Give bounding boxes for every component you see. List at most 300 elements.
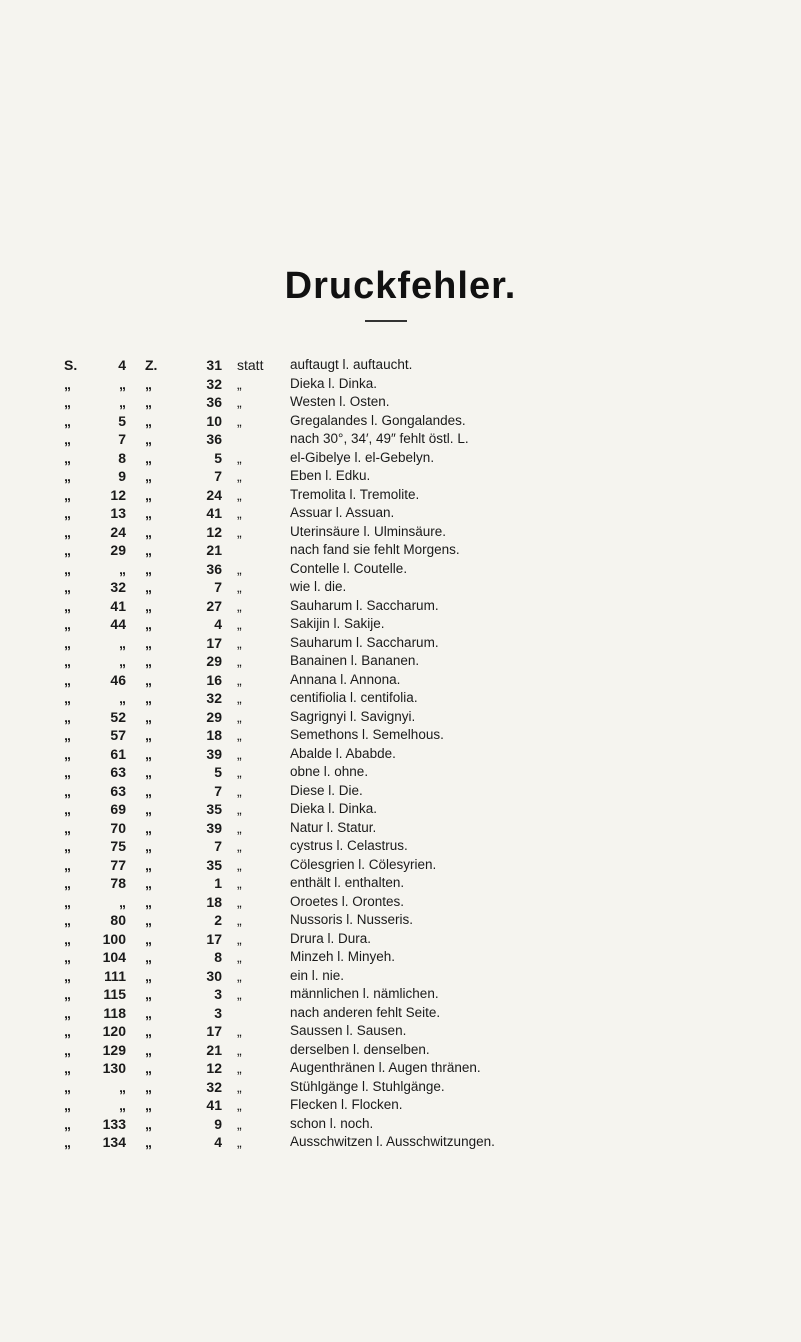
- correction-text: Cölesgrien l. Cölesyrien.: [290, 856, 437, 872]
- page-label: „: [64, 875, 71, 891]
- line-label: „: [145, 727, 152, 743]
- errata-row: [0, 782, 801, 801]
- line-number: 17: [206, 930, 222, 947]
- line-number: 36: [206, 431, 222, 447]
- line-label: „: [145, 930, 152, 947]
- correction-text: Semethons l. Semelhous.: [290, 727, 444, 742]
- line-label: „: [145, 375, 152, 392]
- page-label: „: [64, 579, 71, 595]
- line-number: 32: [206, 690, 222, 706]
- page-label: „: [64, 1060, 71, 1076]
- errata-row: [0, 726, 801, 745]
- page-number: 46: [110, 671, 126, 688]
- page-label: „: [64, 616, 71, 632]
- errata-row: [0, 356, 801, 375]
- page-label: „: [64, 690, 71, 706]
- line-label: „: [145, 819, 152, 836]
- page-label: „: [64, 542, 71, 558]
- correction-text: Sauharum l. Saccharum.: [290, 634, 439, 650]
- correction-text: Natur l. Statur.: [290, 819, 377, 835]
- statt-label: „: [237, 690, 242, 706]
- statt-label: „: [237, 819, 242, 836]
- correction-text: cystrus l. Celastrus.: [290, 838, 408, 853]
- correction-text: el-Gibelye l. el-Gebelyn.: [290, 449, 435, 465]
- line-number: 3: [214, 986, 222, 1002]
- line-number: 35: [206, 801, 222, 817]
- line-number: 21: [206, 1041, 222, 1058]
- page-number: 133: [102, 1115, 126, 1132]
- correction-text: männlichen l. nämlichen.: [290, 986, 439, 1001]
- line-label: „: [145, 1023, 152, 1039]
- correction-text: Drura l. Dura.: [290, 930, 372, 946]
- line-label: „: [145, 801, 152, 817]
- line-label: „: [145, 1115, 152, 1132]
- correction-text: Uterinsäure l. Ulminsäure.: [290, 523, 447, 539]
- line-number: 17: [206, 634, 222, 651]
- line-number: 24: [206, 486, 222, 503]
- line-label: „: [145, 671, 152, 688]
- line-number: 35: [206, 856, 222, 873]
- line-number: 27: [206, 597, 222, 614]
- statt-label: „: [237, 394, 242, 410]
- page-title: Druckfehler.: [284, 265, 517, 307]
- page-number: 77: [110, 856, 126, 873]
- page-label: „: [64, 505, 71, 521]
- line-label: „: [145, 690, 152, 706]
- errata-row: [0, 578, 801, 597]
- correction-text: ein l. nie.: [290, 967, 345, 983]
- page-number: 115: [103, 986, 126, 1002]
- line-label: „: [145, 468, 152, 484]
- line-number: 7: [214, 782, 222, 799]
- correction-text: Assuar l. Assuan.: [290, 505, 395, 520]
- page-number: 32: [110, 579, 126, 595]
- line-number: 4: [214, 1134, 222, 1150]
- correction-text: nach fand sie fehlt Morgens.: [290, 542, 460, 557]
- page-number: 118: [103, 1004, 126, 1021]
- page-number: 78: [110, 875, 126, 891]
- statt-label: „: [237, 893, 242, 910]
- errata-row: [0, 375, 801, 394]
- page-label: „: [64, 412, 71, 429]
- errata-row: [0, 1041, 801, 1060]
- errata-row: [0, 874, 801, 893]
- line-label: „: [145, 394, 152, 410]
- line-label: „: [145, 523, 152, 540]
- line-number: 16: [206, 671, 222, 688]
- correction-text: Minzeh l. Minyeh.: [290, 949, 396, 964]
- line-label: „: [145, 1041, 152, 1058]
- page-number: 12: [110, 486, 126, 503]
- correction-text: auftaugt l. auftaucht.: [290, 357, 413, 372]
- statt-label: „: [237, 875, 242, 891]
- correction-text: Annana l. Annona.: [290, 671, 401, 687]
- correction-text: Tremolita l. Tremolite.: [290, 486, 420, 502]
- errata-row: [0, 930, 801, 949]
- statt-label: „: [237, 912, 242, 928]
- correction-text: Oroetes l. Orontes.: [290, 893, 405, 909]
- correction-text: Banainen l. Bananen.: [290, 653, 420, 668]
- errata-row: [0, 745, 801, 764]
- statt-label: „: [237, 375, 242, 392]
- correction-text: Dieka l. Dinka.: [290, 375, 378, 391]
- statt-label: „: [237, 523, 242, 540]
- errata-row: [0, 671, 801, 690]
- errata-row: [0, 800, 801, 819]
- page-label: „: [64, 708, 71, 725]
- page-number: „: [119, 560, 126, 577]
- line-number: 7: [214, 468, 222, 484]
- correction-text: Eben l. Edku.: [290, 468, 371, 483]
- page-label: „: [64, 1041, 71, 1058]
- line-label: „: [145, 505, 152, 521]
- page-label: „: [64, 1134, 71, 1150]
- page-label: „: [64, 1097, 71, 1113]
- line-label: „: [145, 949, 152, 965]
- page-number: 41: [110, 597, 126, 614]
- page-label: „: [64, 671, 71, 688]
- page-number: 8: [118, 449, 126, 466]
- errata-row: [0, 911, 801, 930]
- page-label: „: [64, 727, 71, 743]
- errata-row: [0, 1059, 801, 1078]
- page-number: „: [119, 394, 126, 410]
- line-number: 1: [214, 875, 222, 891]
- page-number: 4: [118, 357, 126, 373]
- statt-label: „: [237, 634, 242, 651]
- page-label: „: [64, 560, 71, 577]
- errata-row: [0, 763, 801, 782]
- statt-label: „: [237, 782, 242, 799]
- correction-text: Sauharum l. Saccharum.: [290, 597, 439, 613]
- line-label: „: [145, 875, 152, 891]
- correction-text: Diese l. Die.: [290, 782, 363, 798]
- page-label: „: [64, 912, 71, 928]
- line-number: 18: [206, 727, 222, 743]
- page-number: „: [119, 690, 126, 706]
- page-number: „: [119, 634, 126, 651]
- correction-text: Sakijin l. Sakije.: [290, 616, 385, 631]
- correction-text: Westen l. Osten.: [290, 394, 390, 409]
- page-label: „: [64, 1115, 71, 1132]
- page-number: „: [119, 893, 126, 910]
- page-number: 5: [118, 412, 126, 429]
- statt-label: „: [237, 801, 242, 817]
- page-label: „: [64, 394, 71, 410]
- page-label: „: [64, 1004, 71, 1021]
- errata-row: [0, 634, 801, 653]
- statt-label: „: [237, 560, 242, 577]
- page-label: „: [64, 375, 71, 392]
- line-label: „: [145, 1097, 152, 1113]
- line-label: „: [145, 1060, 152, 1076]
- page-label: „: [64, 634, 71, 651]
- correction-text: Stühlgänge l. Stuhlgänge.: [290, 1078, 445, 1094]
- correction-text: centifiolia l. centifolia.: [290, 690, 418, 705]
- page-number: „: [119, 1097, 126, 1113]
- statt-label: „: [237, 708, 242, 725]
- line-label: „: [145, 782, 152, 799]
- statt-label: „: [237, 486, 242, 503]
- line-number: 8: [214, 949, 222, 965]
- line-number: 36: [206, 394, 222, 410]
- title-rule: [365, 320, 407, 322]
- line-number: 39: [206, 745, 222, 762]
- errata-row: [0, 393, 801, 412]
- line-label: „: [145, 634, 152, 651]
- statt-label: „: [237, 856, 242, 873]
- correction-text: schon l. noch.: [290, 1115, 374, 1131]
- errata-row: [0, 615, 801, 634]
- line-label: „: [145, 616, 152, 632]
- correction-text: enthält l. enthalten.: [290, 875, 405, 890]
- page-number: 70: [110, 819, 126, 836]
- statt-label: „: [237, 505, 242, 521]
- line-label: „: [145, 412, 152, 429]
- line-number: 17: [206, 1023, 222, 1039]
- line-number: 32: [206, 375, 222, 392]
- page-number: 7: [118, 431, 126, 447]
- errata-row: [0, 837, 801, 856]
- line-label: „: [145, 431, 152, 447]
- page-label: „: [64, 597, 71, 614]
- line-number: 5: [214, 449, 222, 466]
- correction-text: wie l. die.: [290, 579, 347, 594]
- page-number: 57: [110, 727, 126, 743]
- correction-text: Contelle l. Coutelle.: [290, 560, 408, 576]
- errata-row: [0, 967, 801, 986]
- line-number: 10: [206, 412, 222, 429]
- correction-text: Gregalandes l. Gongalandes.: [290, 412, 466, 428]
- page-number: 9: [118, 468, 126, 484]
- page-number: 63: [110, 764, 126, 780]
- page-number: „: [119, 375, 126, 392]
- errata-row: [0, 1115, 801, 1134]
- errata-row: [0, 652, 801, 671]
- line-number: 7: [214, 838, 222, 854]
- correction-text: Nussoris l. Nusseris.: [290, 912, 414, 927]
- correction-text: Augenthränen l. Augen thränen.: [290, 1060, 481, 1075]
- errata-row: [0, 1078, 801, 1097]
- page-label: „: [64, 838, 71, 854]
- page-label: „: [64, 986, 71, 1002]
- page-label: „: [64, 801, 71, 817]
- correction-text: Saussen l. Sausen.: [290, 1023, 407, 1038]
- errata-row: [0, 467, 801, 486]
- correction-text: Abalde l. Ababde.: [290, 745, 396, 761]
- errata-row: [0, 449, 801, 468]
- errata-row: [0, 560, 801, 579]
- line-label: „: [145, 856, 152, 873]
- line-number: 30: [206, 967, 222, 984]
- line-number: 29: [206, 653, 222, 669]
- line-number: 21: [206, 542, 222, 558]
- errata-row: [0, 948, 801, 967]
- line-number: 41: [206, 1097, 222, 1113]
- page-label: „: [64, 782, 71, 799]
- line-label: „: [145, 708, 152, 725]
- correction-text: Flecken l. Flocken.: [290, 1097, 403, 1112]
- page-label: „: [64, 819, 71, 836]
- line-label: „: [145, 764, 152, 780]
- statt-label: „: [237, 764, 242, 780]
- errata-list: [0, 356, 801, 1152]
- line-number: 5: [214, 764, 222, 780]
- errata-row: [0, 893, 801, 912]
- line-number: 29: [206, 708, 222, 725]
- page-label: „: [64, 449, 71, 466]
- line-label: „: [145, 579, 152, 595]
- line-label: „: [145, 653, 152, 669]
- statt-label: „: [237, 671, 242, 688]
- line-number: 2: [214, 912, 222, 928]
- correction-text: Ausschwitzen l. Ausschwitzungen.: [290, 1134, 495, 1149]
- errata-row: [0, 504, 801, 523]
- line-label: „: [145, 745, 152, 762]
- line-label: „: [145, 893, 152, 910]
- statt-label: „: [237, 967, 242, 984]
- page-label: „: [64, 764, 71, 780]
- errata-row: [0, 1096, 801, 1115]
- statt-label: statt: [237, 357, 264, 373]
- errata-row: [0, 1133, 801, 1152]
- errata-row: [0, 412, 801, 431]
- errata-row: [0, 985, 801, 1004]
- line-number: 4: [214, 616, 222, 632]
- page-number: 120: [102, 1023, 126, 1039]
- line-label: „: [145, 838, 152, 854]
- statt-label: „: [237, 412, 242, 429]
- errata-row: [0, 486, 801, 505]
- page-number: 104: [102, 949, 126, 965]
- errata-row: [0, 708, 801, 727]
- page-number: 63: [110, 782, 126, 799]
- statt-label: „: [237, 986, 242, 1002]
- statt-label: „: [237, 653, 242, 669]
- line-label: „: [145, 542, 152, 558]
- page-label: „: [64, 486, 71, 503]
- page-label: „: [64, 468, 71, 484]
- page-label: „: [64, 653, 71, 669]
- line-number: 39: [206, 819, 222, 836]
- line-label: „: [145, 967, 152, 984]
- page-label: „: [64, 1023, 71, 1039]
- errata-row: [0, 597, 801, 616]
- page-label: „: [64, 949, 71, 965]
- page-number: 52: [110, 708, 126, 725]
- line-number: 36: [206, 560, 222, 577]
- line-number: 9: [214, 1115, 222, 1132]
- page-number: 13: [110, 505, 126, 521]
- statt-label: „: [237, 1097, 242, 1113]
- page-label: „: [64, 930, 71, 947]
- page-number: 111: [104, 967, 126, 984]
- statt-label: „: [237, 930, 242, 947]
- line-label: „: [145, 912, 152, 928]
- errata-row: [0, 523, 801, 542]
- page-number: 29: [110, 542, 126, 558]
- line-number: 31: [206, 357, 222, 373]
- statt-label: „: [237, 579, 242, 595]
- line-label: „: [145, 597, 152, 614]
- line-label: „: [145, 1134, 152, 1150]
- page-number: „: [119, 653, 126, 669]
- correction-text: obne l. ohne.: [290, 764, 369, 779]
- correction-text: derselben l. denselben.: [290, 1041, 430, 1057]
- statt-label: „: [237, 1041, 242, 1058]
- statt-label: „: [237, 838, 242, 854]
- line-label: „: [145, 986, 152, 1002]
- page-number: „: [119, 1078, 126, 1095]
- line-number: 32: [206, 1078, 222, 1095]
- page-number: 44: [110, 616, 126, 632]
- statt-label: „: [237, 1078, 242, 1095]
- page-number: 24: [110, 523, 126, 540]
- line-label: „: [145, 486, 152, 503]
- statt-label: „: [237, 1060, 242, 1076]
- page-label: „: [64, 893, 71, 910]
- statt-label: „: [237, 1115, 242, 1132]
- page-number: 134: [102, 1134, 126, 1150]
- correction-text: nach anderen fehlt Seite.: [290, 1004, 441, 1020]
- correction-text: Sagrignyi l. Savignyi.: [290, 708, 416, 724]
- line-label: „: [145, 1004, 152, 1021]
- errata-row: [0, 856, 801, 875]
- errata-row: [0, 1022, 801, 1041]
- line-label: Z.: [145, 357, 158, 373]
- line-label: „: [145, 1078, 152, 1095]
- statt-label: „: [237, 745, 242, 762]
- page-number: 100: [102, 930, 126, 947]
- statt-label: „: [237, 597, 242, 614]
- errata-row: [0, 689, 801, 708]
- errata-row: [0, 430, 801, 449]
- line-number: 18: [206, 893, 222, 910]
- page-label: „: [64, 745, 71, 762]
- errata-row: [0, 541, 801, 560]
- line-number: 12: [206, 523, 222, 540]
- page-number: 61: [110, 745, 126, 762]
- statt-label: „: [237, 1134, 242, 1150]
- line-number: 3: [214, 1004, 222, 1021]
- statt-label: „: [237, 727, 242, 743]
- correction-text: Dieka l. Dinka.: [290, 801, 378, 816]
- page-number: 129: [102, 1041, 126, 1058]
- statt-label: „: [237, 949, 242, 965]
- statt-label: „: [237, 468, 242, 484]
- page-label: „: [64, 967, 71, 984]
- statt-label: „: [237, 1023, 242, 1039]
- page-number: 80: [110, 912, 126, 928]
- page-label: S.: [64, 357, 78, 373]
- page-label: „: [64, 523, 71, 540]
- page-number: 69: [110, 801, 126, 817]
- page-label: „: [64, 856, 71, 873]
- correction-text: nach 30°, 34′, 49″ fehlt östl. L.: [290, 431, 469, 446]
- errata-row: [0, 1004, 801, 1023]
- line-number: 41: [206, 505, 222, 521]
- page-label: „: [64, 431, 71, 447]
- line-label: „: [145, 449, 152, 466]
- page-number: 130: [102, 1060, 126, 1076]
- statt-label: „: [237, 616, 242, 632]
- page-number: 75: [110, 838, 126, 854]
- line-number: 7: [214, 579, 222, 595]
- statt-label: „: [237, 449, 242, 466]
- page-label: „: [64, 1078, 71, 1095]
- errata-row: [0, 819, 801, 838]
- line-number: 12: [206, 1060, 222, 1076]
